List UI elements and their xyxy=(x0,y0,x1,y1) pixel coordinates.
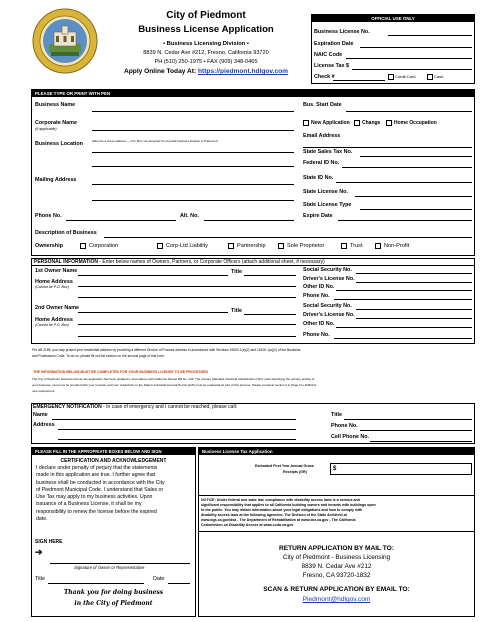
corporate-name-field[interactable] xyxy=(92,130,294,131)
ownership-corp-llc-label: Corp-Ltd Liability xyxy=(166,243,208,249)
certification-text xyxy=(36,465,192,523)
owner1-phone-field[interactable] xyxy=(334,299,472,300)
owner2-title-field[interactable] xyxy=(244,314,296,315)
cert-line: made in this application are true. I further agree that xyxy=(36,472,156,479)
required-info-title: THE INFORMATION BELOW MUST BE COMPLETED FOR YOUR BUSINESS LICENSE TO BE PROCESSED xyxy=(33,370,209,374)
cert-line: business shall be conducted in accordance with the City xyxy=(36,479,165,486)
emergency-name-label: Name xyxy=(33,412,48,418)
emergency-phone-field[interactable] xyxy=(360,430,472,431)
cert-line: responsibility to renew the license before the expired xyxy=(36,508,157,515)
notice-line: to the public. You may obtain information about your legal obligations and how to comply with xyxy=(201,508,363,512)
division-phone: PH (510) 250-1975 • FAX (909) 348-0465 xyxy=(154,59,258,65)
cert-line: date. xyxy=(36,516,48,523)
owner1-drivers-license-label: Driver's License No. xyxy=(303,276,355,282)
cert-line: issuance of a Business License, it shall be my xyxy=(36,501,142,508)
alt-phone-field[interactable] xyxy=(204,220,294,221)
state-license-no-field[interactable] xyxy=(355,196,472,197)
tax-application-bar: Business License Tax Application xyxy=(199,448,474,455)
personal-info-title: PERSONAL INFORMATION xyxy=(34,259,98,265)
ownership-partnership-checkbox[interactable] xyxy=(228,243,234,249)
business-location-note: (Must be a street address — P.O. Box not accepted for physical business location in Piedmont) xyxy=(92,139,218,143)
state-id-label: State ID No. xyxy=(303,175,334,181)
city-title: City of Piedmont xyxy=(166,10,246,21)
state-license-type-field[interactable] xyxy=(360,209,472,210)
state-sales-tax-field[interactable] xyxy=(360,156,472,157)
ab2185-notice-line2: and Professions Code. To do so, please fill out the section on the second page of this form. xyxy=(32,354,165,358)
change-checkbox[interactable] xyxy=(354,120,360,126)
bus-start-date-label: Bus. Start Date xyxy=(303,102,342,108)
return-email-link[interactable]: Piedmont@hdlgov.com xyxy=(302,596,371,603)
new-application-label: New Application xyxy=(311,120,350,126)
expire-date-label: Expire Date xyxy=(303,213,333,219)
official-expiration-label: Expiration Date xyxy=(314,41,354,47)
owner1-home-address-label: Home Address xyxy=(35,279,73,285)
emergency-cell-label: Cell Phone No. xyxy=(331,434,370,440)
expire-date-field[interactable] xyxy=(338,220,472,221)
emergency-phone-label: Phone No. xyxy=(331,423,358,429)
ownership-corporation-checkbox[interactable] xyxy=(80,243,86,249)
owner1-title-label: Title xyxy=(231,269,242,275)
apply-online-label: Apply Online Today At: xyxy=(124,68,197,75)
business-location-label: Business Location xyxy=(35,141,83,147)
mailing-address-label: Mailing Address xyxy=(35,177,77,183)
federal-id-field[interactable] xyxy=(342,167,472,168)
owner1-address-field[interactable] xyxy=(78,286,296,287)
owner2-name-label: 2nd Owner Name xyxy=(35,305,80,311)
owner2-address-field[interactable] xyxy=(78,324,296,325)
credit-card-label: Credit Card xyxy=(395,74,416,79)
cert-date-field[interactable] xyxy=(168,583,190,584)
disability-notice xyxy=(201,498,473,528)
state-sales-tax-label: State Sales Tax No. xyxy=(303,149,353,155)
notice-line: www.dgs.ca.gov/dsa - The Department of Rehabilitation at www.dor.ca.gov - The California xyxy=(201,518,356,522)
ownership-corporation-label: Corporation xyxy=(89,243,119,249)
corporate-name-label: Corporate Name xyxy=(35,120,77,126)
emergency-cell-field[interactable] xyxy=(370,441,472,442)
official-check-label: Check # xyxy=(314,74,335,80)
emergency-bar xyxy=(33,405,237,410)
owner2-no-po-box: (Cannot be P.O. Box) xyxy=(35,323,69,327)
ownership-trust-checkbox[interactable] xyxy=(341,243,347,249)
owner2-phone-label: Phone No. xyxy=(303,332,330,338)
home-occupation-label: Home Occupation xyxy=(394,120,437,126)
owner2-ssn-label: Social Security No. xyxy=(303,303,352,309)
mailing-address-field[interactable] xyxy=(92,184,294,185)
state-license-no-label: State License No. xyxy=(303,189,348,195)
ownership-label: Ownership xyxy=(35,243,63,249)
ownership-non-profit-checkbox[interactable] xyxy=(375,243,381,249)
return-by-mail-heading: RETURN APPLICATION BY MAIL TO: xyxy=(278,545,395,552)
bus-start-date-field[interactable] xyxy=(346,111,472,112)
email-label: Email Address xyxy=(303,133,341,139)
cash-checkbox[interactable] xyxy=(427,74,433,80)
ownership-partnership-label: Partnership xyxy=(237,243,266,249)
fill-and-sign-bar: PLEASE FILL IN THE APPROPRIATE BOXES BELOW AND SIGN xyxy=(32,448,195,455)
phone-field[interactable] xyxy=(66,220,176,221)
apply-online-link[interactable]: https://piedmont.hdlgov.com xyxy=(198,68,288,75)
certification-heading: CERTIFICATION AND ACKNOWLEDGEMENT xyxy=(60,458,167,464)
state-id-field[interactable] xyxy=(336,182,472,183)
official-license-tax-label: License Tax $ xyxy=(314,63,349,69)
federal-id-label: Federal ID No. xyxy=(303,160,340,166)
owner2-other-id-label: Other ID No. xyxy=(303,321,335,327)
notice-line: disability access laws at the following agencies: The Division of the State Architect at xyxy=(201,513,347,517)
required-info-line1: The City of Piedmont business license tax application has been updated in accordance with California Senate Bill No. 246. The primary Standard Industrial Classification (SIC) code identifying the primary activity of xyxy=(32,377,315,381)
notice-line: NOTICE: Under federal and state law, compliance with disability access laws is a serious and xyxy=(201,498,360,502)
return-by-email-heading: SCAN & RETURN APPLICATION BY EMAIL TO: xyxy=(263,586,410,593)
cash-label: Cash xyxy=(434,74,444,79)
ownership-sole-proprietor-label: Sole Proprietor xyxy=(287,243,325,249)
arrow-right-icon: ➔ xyxy=(35,547,43,557)
emergency-title-label: Title xyxy=(331,412,342,418)
official-license-no-label: Business License No. xyxy=(314,29,370,35)
home-occupation-checkbox[interactable] xyxy=(386,120,392,126)
owner1-phone-label: Phone No. xyxy=(303,293,330,299)
official-naic-label: NAIC Code xyxy=(314,52,343,58)
owner1-no-po-box: (Cannot be P.O. Box) xyxy=(35,285,69,289)
cert-line: I declare under penalty of perjury that the statements xyxy=(36,465,158,471)
cert-date-label: Date xyxy=(153,576,165,582)
if-applicable-note: (If applicable) xyxy=(35,127,57,131)
official-use-title: OFFICIAL USE ONLY xyxy=(312,15,474,22)
new-application-checkbox[interactable] xyxy=(303,120,309,126)
owner2-home-address-label: Home Address xyxy=(35,317,73,323)
owner1-ssn-field[interactable] xyxy=(356,273,472,274)
thank-you-line1: Thank you for doing business xyxy=(63,589,164,596)
owner1-name-field[interactable] xyxy=(78,275,228,276)
owner2-title-label: Title xyxy=(231,308,242,314)
owner2-drivers-license-field[interactable] xyxy=(356,318,472,319)
owner1-drivers-license-field[interactable] xyxy=(356,282,472,283)
business-name-field[interactable] xyxy=(92,111,294,112)
emergency-title: EMERGENCY NOTIFICATION xyxy=(33,404,102,410)
personal-info-bar xyxy=(32,258,474,266)
mail-address-line2: 8839 N. Cedar Ave #212 xyxy=(301,563,372,570)
ownership-sole-proprietor-checkbox[interactable] xyxy=(278,243,284,249)
business-section xyxy=(31,89,475,256)
owner2-phone-field[interactable] xyxy=(334,338,472,339)
credit-card-checkbox[interactable] xyxy=(388,74,394,80)
dollar-sign: $ xyxy=(333,466,337,472)
emergency-text: - In case of emergency and I cannot be reached, please call: xyxy=(101,404,238,410)
owner2-name-field[interactable] xyxy=(78,312,228,313)
required-info-line3: new requirement. xyxy=(32,389,56,393)
ownership-trust-label: Trust xyxy=(350,243,363,249)
cert-title-field[interactable] xyxy=(48,583,144,584)
owner2-drivers-license-label: Driver's License No. xyxy=(303,312,355,318)
change-label: Change xyxy=(362,120,381,126)
emergency-name-field[interactable] xyxy=(52,419,296,420)
owner1-ssn-label: Social Security No. xyxy=(303,267,352,273)
cert-title-label: Title xyxy=(35,576,45,582)
division-address: 8839 N. Cedar Ave #212, Fresno, California 93720 xyxy=(143,50,269,56)
alt-phone-label: Alt. No. xyxy=(180,213,199,219)
apply-online xyxy=(100,68,312,75)
notice-line: significant responsibility that applies to all California building owners and tenants with buildings open xyxy=(201,503,376,507)
personal-section xyxy=(31,258,475,344)
form-title: Business License Application xyxy=(138,24,274,35)
owner1-other-id-field[interactable] xyxy=(336,290,472,291)
cert-line: Use Tax may apply to my business activities. Upon xyxy=(36,494,153,501)
state-license-type-label: State License Type xyxy=(303,202,352,208)
gross-receipts-label1: Estimated First Year Annual Gross xyxy=(255,464,314,468)
emergency-title-field[interactable] xyxy=(344,419,472,420)
emergency-address-label: Address xyxy=(33,422,55,428)
mail-address-line1: City of Piedmont - Business Licensing xyxy=(282,554,391,561)
required-info-line2: your business, must now be provided with your renewal, and your subjectivity to the State's Industrial General Permit (IGP) must be evaluated as part of this process. Please complete section 2 in Page 2 to fulfill this xyxy=(32,383,317,387)
ownership-corp-llc-checkbox[interactable] xyxy=(157,243,163,249)
description-label: Description of Business xyxy=(35,230,97,236)
owner1-title-field[interactable] xyxy=(244,275,296,276)
sign-here-label: SIGN HERE xyxy=(35,539,63,545)
type-or-print-bar: PLEASE TYPE OR PRINT WITH PEN xyxy=(32,90,474,97)
signature-caption: Signature of Owner or Representative xyxy=(74,565,145,570)
business-name-label: Business Name xyxy=(35,102,76,108)
ab2185-notice-line1: Per AB 2185, you may protect your residential address by providing a different Service of Process address in accordance with Sections 16000.1(a)(2) and 16100.1(a)(2) of the Business xyxy=(32,348,301,352)
city-seal xyxy=(32,8,98,74)
phone-label: Phone No. xyxy=(35,213,62,219)
division-name: • Business Licensing Division • xyxy=(163,41,249,47)
notice-line: Commission on Disability Access at www.ccda.ca.gov xyxy=(201,523,294,527)
description-field[interactable] xyxy=(104,237,472,238)
owner2-ssn-field[interactable] xyxy=(356,309,472,310)
personal-info-text: - Enter below names of Owners, Partners, or Corporate Officers (attach additional sheet, if necessary) xyxy=(97,259,325,265)
gross-receipts-label2: Receipts (GR) xyxy=(283,470,307,474)
owner2-other-id-field[interactable] xyxy=(336,327,472,328)
gross-receipts-field[interactable] xyxy=(330,463,472,475)
owner1-other-id-label: Other ID No. xyxy=(303,284,335,290)
emergency-address-field[interactable] xyxy=(58,429,296,430)
signature-field[interactable] xyxy=(50,563,190,564)
thank-you-line2: in the City of Piedmont xyxy=(74,600,153,607)
email-field[interactable] xyxy=(303,147,472,148)
mail-address-line3: Fresno, CA 93720-1832 xyxy=(302,572,371,579)
owner1-name-label: 1st Owner Name xyxy=(35,268,78,274)
business-location-field[interactable] xyxy=(92,152,294,153)
cert-line: of Piedmont Municipal Code. I understand that Sales or xyxy=(36,486,164,493)
ownership-non-profit-label: Non-Profit xyxy=(384,243,410,249)
